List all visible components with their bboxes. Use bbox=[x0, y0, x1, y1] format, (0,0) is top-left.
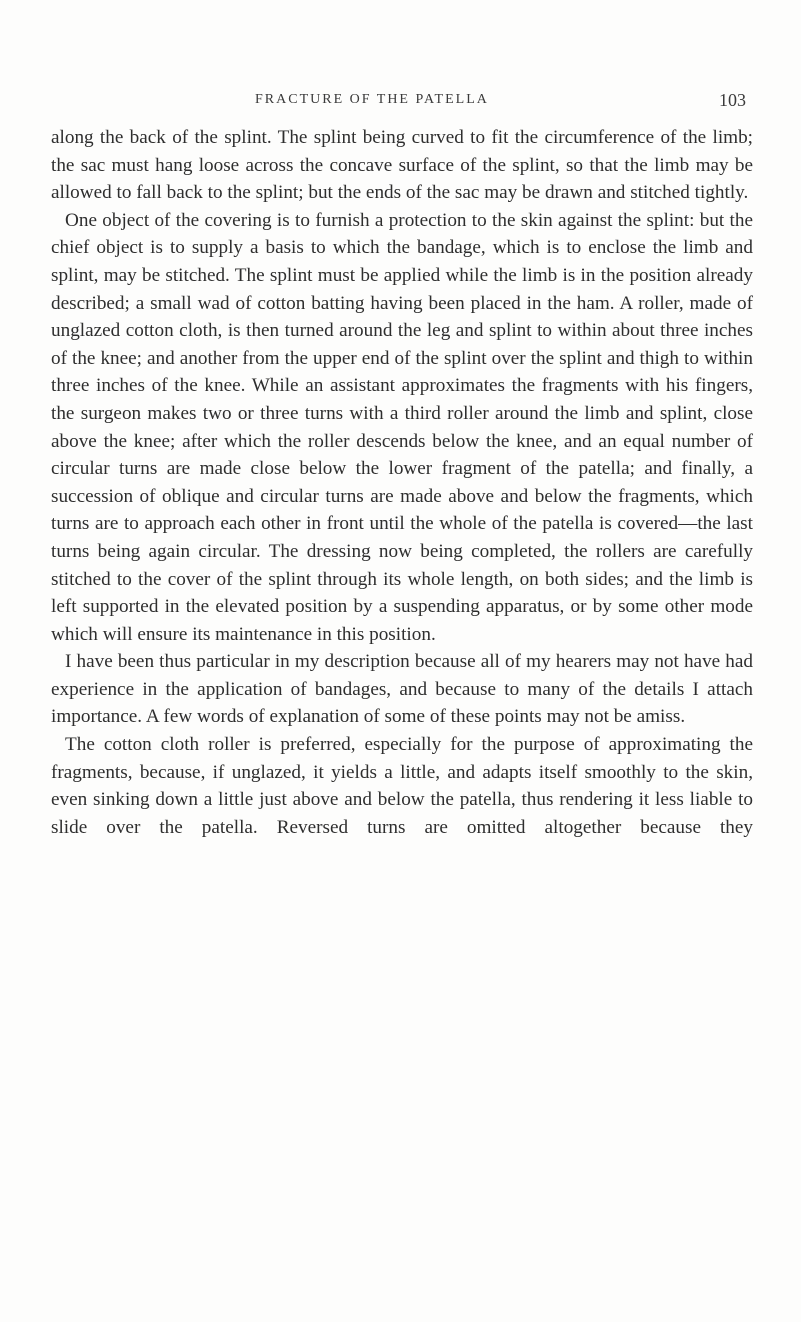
running-head: FRACTURE OF THE PATELLA bbox=[255, 92, 489, 107]
paragraph: along the back of the splint. The splint being curved to fit the circumference of the limb; the sac must hang loose across the concave surface of the splint, so that the limb may be allowed to fall back to the splint; but the ends of the sac may be drawn and stitched tightly. bbox=[51, 127, 753, 204]
paragraph: The cotton cloth roller is preferred, especially for the purpose of approximating the fragments, because, if unglazed, it yields a little, and adapts itself smoothly to the skin, even sinking down a little just above and below the patella, thus rendering it less liable to slide over the patella. Reversed turns are omitted altogether because they bbox=[51, 734, 753, 838]
body-text bbox=[51, 124, 753, 841]
paragraph: I have been thus particular in my description because all of my hearers may not have had experience in the application of bandages, and because to many of the details I attach importance. A few words of explanation of some of these points may not be amiss. bbox=[51, 651, 753, 728]
paragraph: One object of the covering is to furnish a protection to the skin against the splint: but the chief object is to supply a basis to which the bandage, which is to enclose the limb and splint, may be stitched. The splint must be applied while the limb is in the position already described; a small wad of cotton batting having been placed in the ham. A roller, made of unglazed cotton cloth, is then turned around the leg and splint to within about three inches of the knee; and another from the upper end of the splint over the splint and thigh to within three inches of the knee. While an assistant approximates the fragments with his fingers, the surgeon makes two or three turns with a third roller around the limb and splint, close above the knee; after which the roller descends below the knee, and an equal number of circular turns are made close below the lower fragment of the patella; and finally, a succession of oblique and circular turns are made above and below the fragments, which turns are to approach each other in front until the whole of the patella is covered—the last turns being again circular. The dressing now being completed, the rollers are carefully stitched to the cover of the splint through its whole length, on both sides; and the limb is left supported in the elevated position by a suspending apparatus, or by some other mode which will ensure its maintenance in this position. bbox=[51, 209, 753, 645]
page-number: 103 bbox=[719, 90, 746, 110]
